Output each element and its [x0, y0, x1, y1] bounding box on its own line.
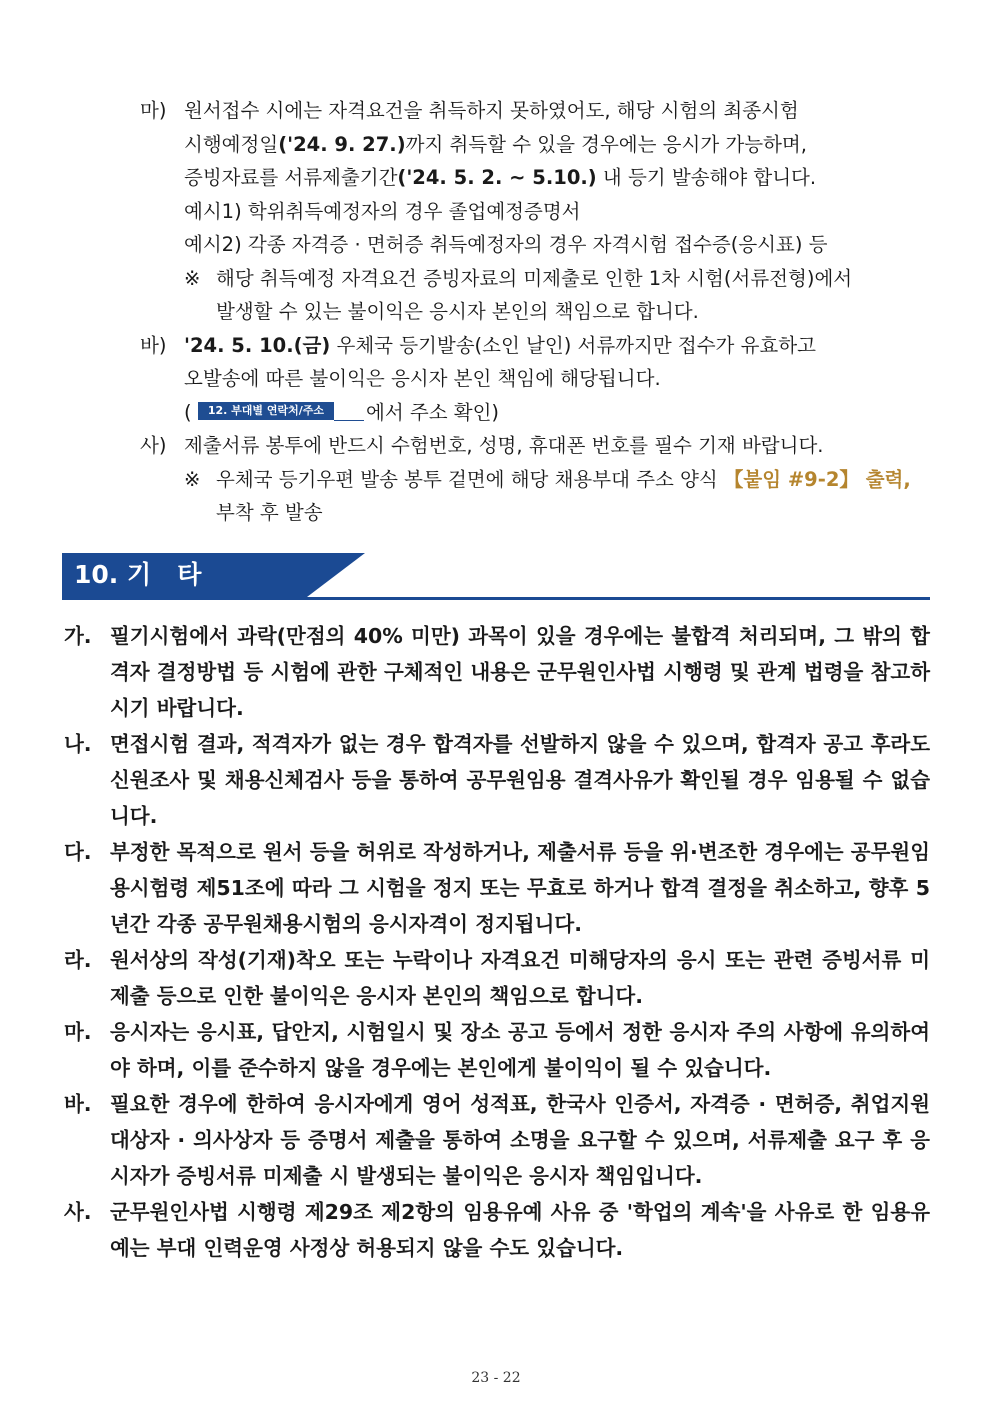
etc-item — [64, 1086, 930, 1194]
item-marker: 바. — [64, 1092, 92, 1116]
item-marker: 사. — [64, 1200, 92, 1224]
section-tab-slant — [307, 553, 365, 597]
item-text: 오발송에 따른 불이익은 응시자 본인 책임에 해당됩니다. — [184, 367, 661, 390]
link-underline — [334, 406, 364, 421]
item-text: 부정한 목적으로 원서 등을 허위로 작성하거나, 제출서류 등을 위·변조한 경우에는 공무원임용시험령 제51조에 따라 그 시험을 정지 또는 무효로 하거나 합격 결정을 취소하고, 향후 5년간 각종 공무원채용시험의 응시자격이 정지됩니다. — [110, 840, 930, 936]
note-item-ma — [140, 94, 930, 195]
item-text: 증빙자료를 서류제출기간('24. 5. 2. ~ 5.10.) 내 등기 발송해야 합니다. — [184, 166, 817, 189]
item-marker: 나. — [64, 732, 92, 756]
example-1: 예시1) 학위취득예정자의 경우 졸업예정증명서 — [184, 199, 581, 223]
item-text: '24. 5. 10.(금) 우체국 등기발송(소인 날인) 서류까지만 접수가 유효하고 — [184, 333, 816, 357]
item-marker: 가. — [64, 624, 92, 648]
example-2: 예시2) 각종 자격증 · 면허증 취득예정자의 경우 자격시험 접수증(응시표) 등 — [184, 233, 828, 256]
address-section-link[interactable]: 12. 부대별 연락처/주소 — [198, 402, 334, 420]
section-underline — [62, 597, 930, 600]
note-remark: ※ 우체국 등기우편 발송 봉투 겉면에 해당 채용부대 주소 양식 【붙임 #9-2】 출력, 부착 후 발송 — [184, 463, 930, 530]
remark-marker: ※ — [184, 467, 201, 491]
note-item-sa — [140, 429, 930, 463]
note-item-ba — [140, 329, 930, 430]
attachment-reference: 【붙임 #9-2】 출력, — [723, 467, 911, 491]
item-marker: 다. — [64, 840, 92, 864]
note-remark: ※ 해당 취득예정 자격요건 증빙자료의 미제출로 인한 1차 시험(서류전형)에서 발생할 수 있는 불이익은 응시자 본인의 책임으로 합니다. — [184, 262, 930, 329]
item-marker: 사) — [140, 434, 167, 457]
item-text: 필요한 경우에 한하여 응시자에게 영어 성적표, 한국사 인증서, 자격증 · 면허증, 취업지원대상자 · 의사상자 등 증명서 제출을 통하여 소명을 요구할 수 있으며, 서류제출 요구 후 응시자가 증빙서류 미제출 시 발생되는 불이익은 응시자 책임입니다. — [110, 1092, 930, 1188]
item-text: 시행예정일('24. 9. 27.)까지 취득할 수 있을 경우에는 응시가 가능하며, — [184, 132, 807, 156]
etc-item — [64, 834, 930, 942]
item-marker: 바) — [140, 333, 167, 357]
item-text: 응시자는 응시표, 답안지, 시험일시 및 장소 공고 등에서 정한 응시자 주의 사항에 유의하여야 하며, 이를 준수하지 않을 경우에는 본인에게 불이익이 될 수 있습니다. — [110, 1020, 930, 1080]
item-text: 원서접수 시에는 자격요건을 취득하지 못하였어도, 해당 시험의 최종시험 — [184, 99, 799, 122]
application-notes — [140, 94, 930, 530]
etc-list — [64, 618, 930, 1266]
item-marker: 마. — [64, 1020, 92, 1044]
item-text: 필기시험에서 과락(만점의 40% 미만) 과목이 있을 경우에는 불합격 처리되며, 그 밖의 합격자 결정방법 등 시험에 관한 구체적인 내용은 군무원인사법 시행령 및 관계 법령을 참고하시기 바랍니다. — [110, 624, 930, 720]
etc-item — [64, 1014, 930, 1086]
etc-item — [64, 942, 930, 1014]
section-header — [62, 553, 930, 601]
etc-item — [64, 726, 930, 834]
item-text: 면접시험 결과, 적격자가 없는 경우 합격자를 선발하지 않을 수 있으며, 합격자 공고 후라도 신원조사 및 채용신체검사 등을 통하여 공무원임용 결격사유가 확인될 경우 임용될 수 없습니다. — [110, 732, 930, 828]
item-marker: 마) — [140, 99, 167, 122]
item-text: ( 12. 부대별 연락처/주소 에서 주소 확인) — [184, 400, 500, 424]
page-number: 23 - 22 — [471, 1370, 521, 1386]
section-title: 10. 기 타 — [74, 560, 202, 589]
item-text: 원서상의 작성(기재)착오 또는 누락이나 자격요건 미해당자의 응시 또는 관련 증빙서류 미제출 등으로 인한 불이익은 응시자 본인의 책임으로 합니다. — [110, 948, 930, 1008]
item-marker: 라. — [64, 948, 92, 972]
etc-item — [64, 1194, 930, 1266]
item-text: 제출서류 봉투에 반드시 수험번호, 성명, 휴대폰 번호를 필수 기재 바랍니다. — [184, 434, 824, 457]
item-text: 군무원인사법 시행령 제29조 제2항의 임용유예 사유 중 '학업의 계속'을 사유로 한 임용유예는 부대 인력운영 사정상 허용되지 않을 수도 있습니다. — [110, 1200, 930, 1260]
remark-marker: ※ — [184, 266, 201, 290]
etc-item — [64, 618, 930, 726]
